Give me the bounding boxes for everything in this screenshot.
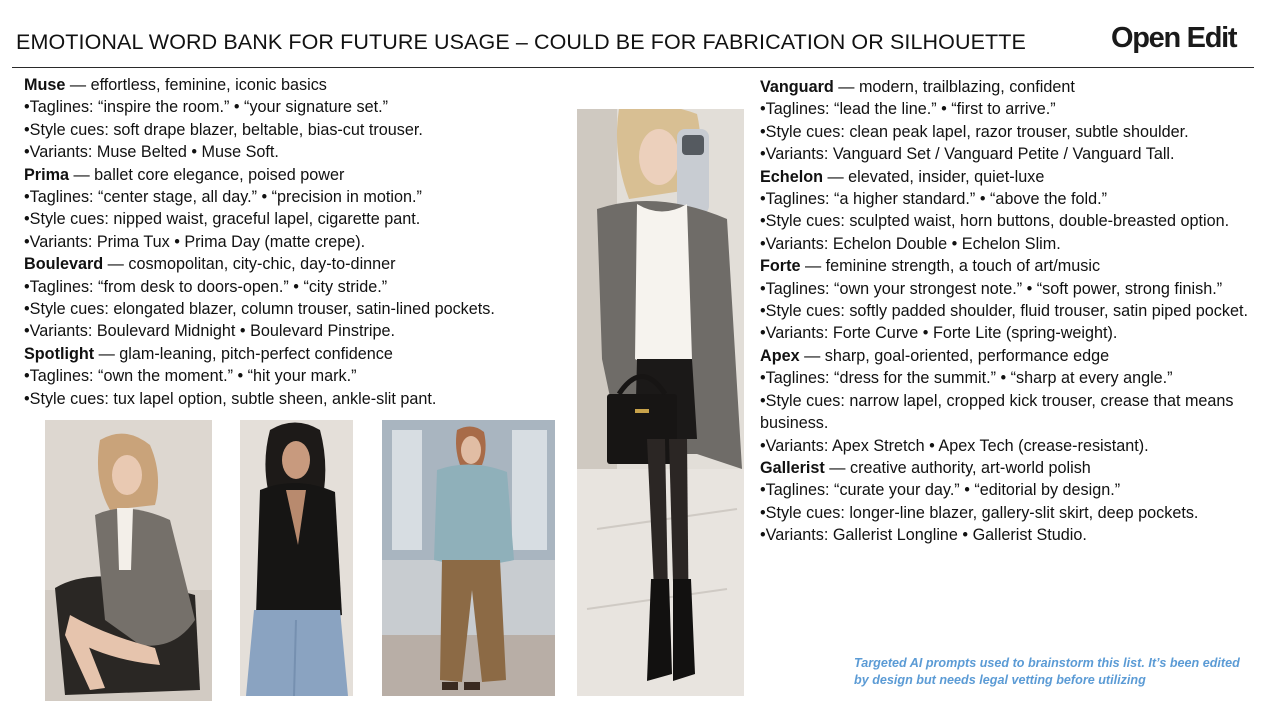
- entry-descriptor: — cosmopolitan, city-chic, day-to-dinner: [103, 255, 396, 274]
- entry-line: •Taglines: “from desk to doors-open.” • “city stride.”: [24, 277, 388, 296]
- entry-line: •Style cues: nipped waist, graceful lapel, cigarette pant.: [24, 210, 421, 229]
- brand-logo: Open Edit: [1111, 22, 1237, 54]
- entry-line: •Taglines: “dress for the summit.” • “sharp at every angle.”: [760, 369, 1173, 388]
- entry-line: •Taglines: “center stage, all day.” • “precision in motion.”: [24, 188, 422, 207]
- entry-name: Apex: [760, 346, 800, 365]
- entry-heading: [24, 253, 564, 275]
- entry-descriptor: — ballet core elegance, poised power: [69, 165, 345, 184]
- photo-runway-blue-blazer: [382, 420, 555, 696]
- entry-name: Echelon: [760, 167, 823, 186]
- entry-line: •Style cues: softly padded shoulder, fluid trouser, satin piped pocket.: [760, 302, 1248, 321]
- entry-heading: [760, 457, 1256, 479]
- entry-line: •Taglines: “own the moment.” • “hit your mark.”: [24, 367, 357, 386]
- photo-mirror-selfie-tweed: [577, 109, 744, 696]
- entry-heading: [760, 76, 1256, 98]
- entry-line: •Variants: Prima Tux • Prima Day (matte crepe).: [24, 232, 366, 251]
- entry-descriptor: — feminine strength, a touch of art/music: [800, 257, 1101, 276]
- entry-line: •Taglines: “own your strongest note.” • “soft power, strong finish.”: [760, 279, 1223, 298]
- entry-line: •Taglines: “inspire the room.” • “your signature set.”: [24, 98, 389, 117]
- entry-heading: [760, 345, 1256, 367]
- entry-heading: [760, 166, 1256, 188]
- word-bank-right-column: [760, 76, 1256, 547]
- entry-line: •Style cues: longer-line blazer, gallery-slit skirt, deep pockets.: [760, 503, 1199, 522]
- entry-descriptor: — creative authority, art-world polish: [824, 458, 1091, 477]
- photo-black-blazer-jeans: [240, 420, 353, 696]
- entry-name: Vanguard: [760, 78, 834, 96]
- entry-line: •Taglines: “curate your day.” • “editorial by design.”: [760, 481, 1121, 500]
- entry-heading: [24, 343, 564, 365]
- ai-disclaimer-note: Targeted AI prompts used to brainstorm this list. It’s been edited by design but needs legal vetting before utilizing: [854, 656, 1240, 687]
- entry-line: •Variants: Gallerist Longline • Gallerist Studio.: [760, 526, 1087, 545]
- entry-line: •Style cues: elongated blazer, column trouser, satin-lined pockets.: [24, 300, 495, 319]
- entry-descriptor: — effortless, feminine, iconic basics: [65, 76, 327, 94]
- entry-name: Boulevard: [24, 255, 104, 274]
- entry-line: •Style cues: tux lapel option, subtle sheen, ankle-slit pant.: [24, 389, 437, 408]
- entry-line: •Taglines: “a higher standard.” • “above the fold.”: [760, 190, 1107, 209]
- entry-line: •Variants: Vanguard Set / Vanguard Petite / Vanguard Tall.: [760, 145, 1175, 164]
- entry-name: Spotlight: [24, 344, 95, 363]
- entry-heading: [760, 255, 1256, 277]
- entry-line: •Variants: Forte Curve • Forte Lite (spring-weight).: [760, 324, 1118, 343]
- entry-descriptor: — modern, trailblazing, confident: [833, 78, 1075, 96]
- entry-line: •Variants: Muse Belted • Muse Soft.: [24, 143, 279, 162]
- photo-houndstooth-blazer-seated: [45, 420, 212, 701]
- entry-name: Forte: [760, 257, 801, 276]
- entry-name: Prima: [24, 165, 69, 184]
- entry-name: Gallerist: [760, 458, 825, 477]
- entry-name: Muse: [24, 76, 66, 94]
- entry-line: •Style cues: sculpted waist, horn buttons, double-breasted option.: [760, 212, 1230, 231]
- entry-descriptor: — glam-leaning, pitch-perfect confidence: [94, 344, 393, 363]
- entry-line: •Variants: Echelon Double • Echelon Slim.: [760, 234, 1061, 253]
- entry-line: •Style cues: soft drape blazer, beltable, bias-cut trouser.: [24, 120, 423, 139]
- entry-line: •Variants: Boulevard Midnight • Boulevard Pinstripe.: [24, 322, 395, 341]
- entry-line: •Style cues: narrow lapel, cropped kick trouser, crease that means business.: [760, 391, 1234, 433]
- entry-line: •Variants: Apex Stretch • Apex Tech (crease-resistant).: [760, 436, 1149, 455]
- entry-heading: [24, 74, 564, 96]
- word-bank-left-column: [24, 74, 564, 410]
- page-title: EMOTIONAL WORD BANK FOR FUTURE USAGE – COULD BE FOR FABRICATION OR SILHOUETTE: [16, 30, 1026, 54]
- header-divider: [12, 67, 1254, 68]
- entry-descriptor: — sharp, goal-oriented, performance edge: [799, 346, 1110, 365]
- entry-line: •Taglines: “lead the line.” • “first to arrive.”: [760, 100, 1056, 119]
- entry-descriptor: — elevated, insider, quiet-luxe: [822, 167, 1045, 186]
- entry-line: •Style cues: clean peak lapel, razor trouser, subtle shoulder.: [760, 122, 1189, 141]
- entry-heading: [24, 164, 564, 186]
